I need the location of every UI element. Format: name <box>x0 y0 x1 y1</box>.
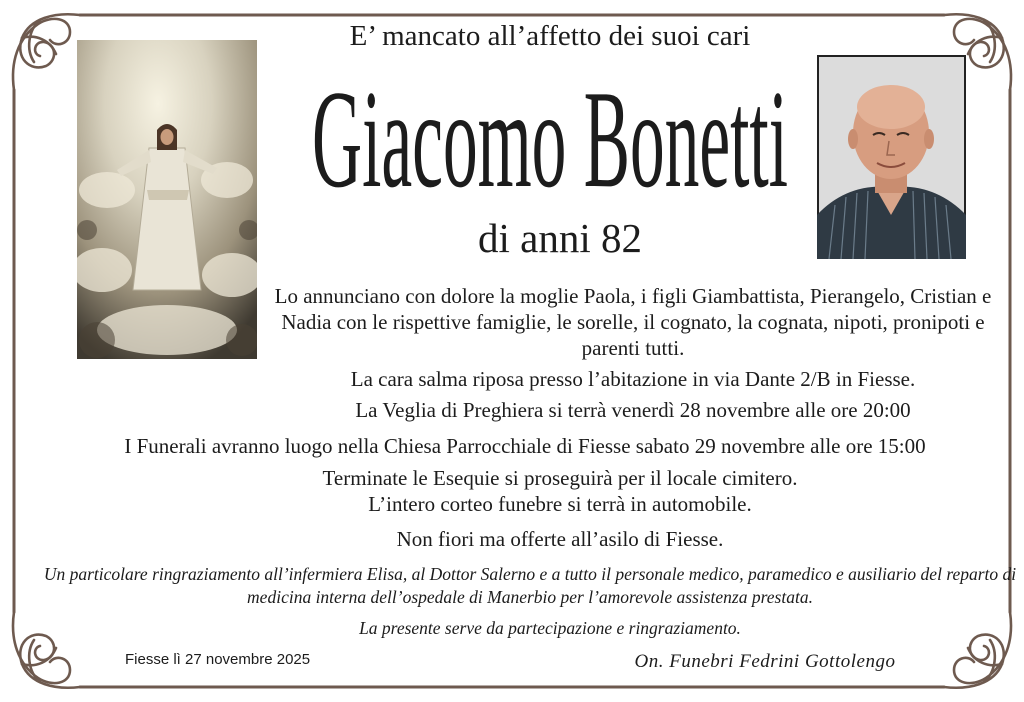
thanks-text: Un particolare ringraziamento all’infermiera Elisa, al Dottor Salerno e a tutto il personale medico, paramedico e ausiliario del reparto di medicina interna dell’ospedale di Manerbio per l’amorevole assistenza prestata. <box>43 564 1017 607</box>
age-line: di anni 82 <box>478 215 642 261</box>
procession-line: L’intero corteo funebre si terrà in automobile. <box>368 492 752 516</box>
announcement-text: Lo annunciano con dolore la moglie Paola, i figli Giambattista, Pierangelo, Cristian e Nadia con le rispettive famiglie, le sorelle, il cognato, la cognata, nipoti, pronipoti e parenti tutti. <box>274 284 992 360</box>
religious-painting-image <box>77 40 257 359</box>
date-line: Fiesse lì 27 novembre 2025 <box>125 651 311 668</box>
portrait-photo <box>817 55 966 259</box>
deceased-name <box>300 58 800 200</box>
flowers-text: Non fiori ma offerte all’asilo di Fiesse. <box>396 527 724 551</box>
burial-text <box>210 465 910 517</box>
undertaker-signature: On. Funebri Fedrini Gottolengo <box>634 651 896 672</box>
corner-flourish <box>13 14 80 90</box>
vigil-text: La Veglia di Preghiera si terrà venerdì 28 novembre alle ore 20:00 <box>355 398 911 422</box>
burial-line: Terminate le Esequie si proseguirà per il locale cimitero. <box>322 466 798 490</box>
deceased-name-text: Giacomo Bonetti <box>312 62 788 200</box>
intro-line: E’ mancato all’affetto dei suoi cari <box>349 20 751 52</box>
participation-text: La presente serve da partecipazione e ringraziamento. <box>359 618 741 638</box>
funeral-text: I Funerali avranno luogo nella Chiesa Parrocchiale di Fiesse sabato 29 novembre alle ore 15:00 <box>124 434 926 458</box>
rest-location-text: La cara salma riposa presso l’abitazione in via Dante 2/B in Fiesse. <box>350 367 916 391</box>
